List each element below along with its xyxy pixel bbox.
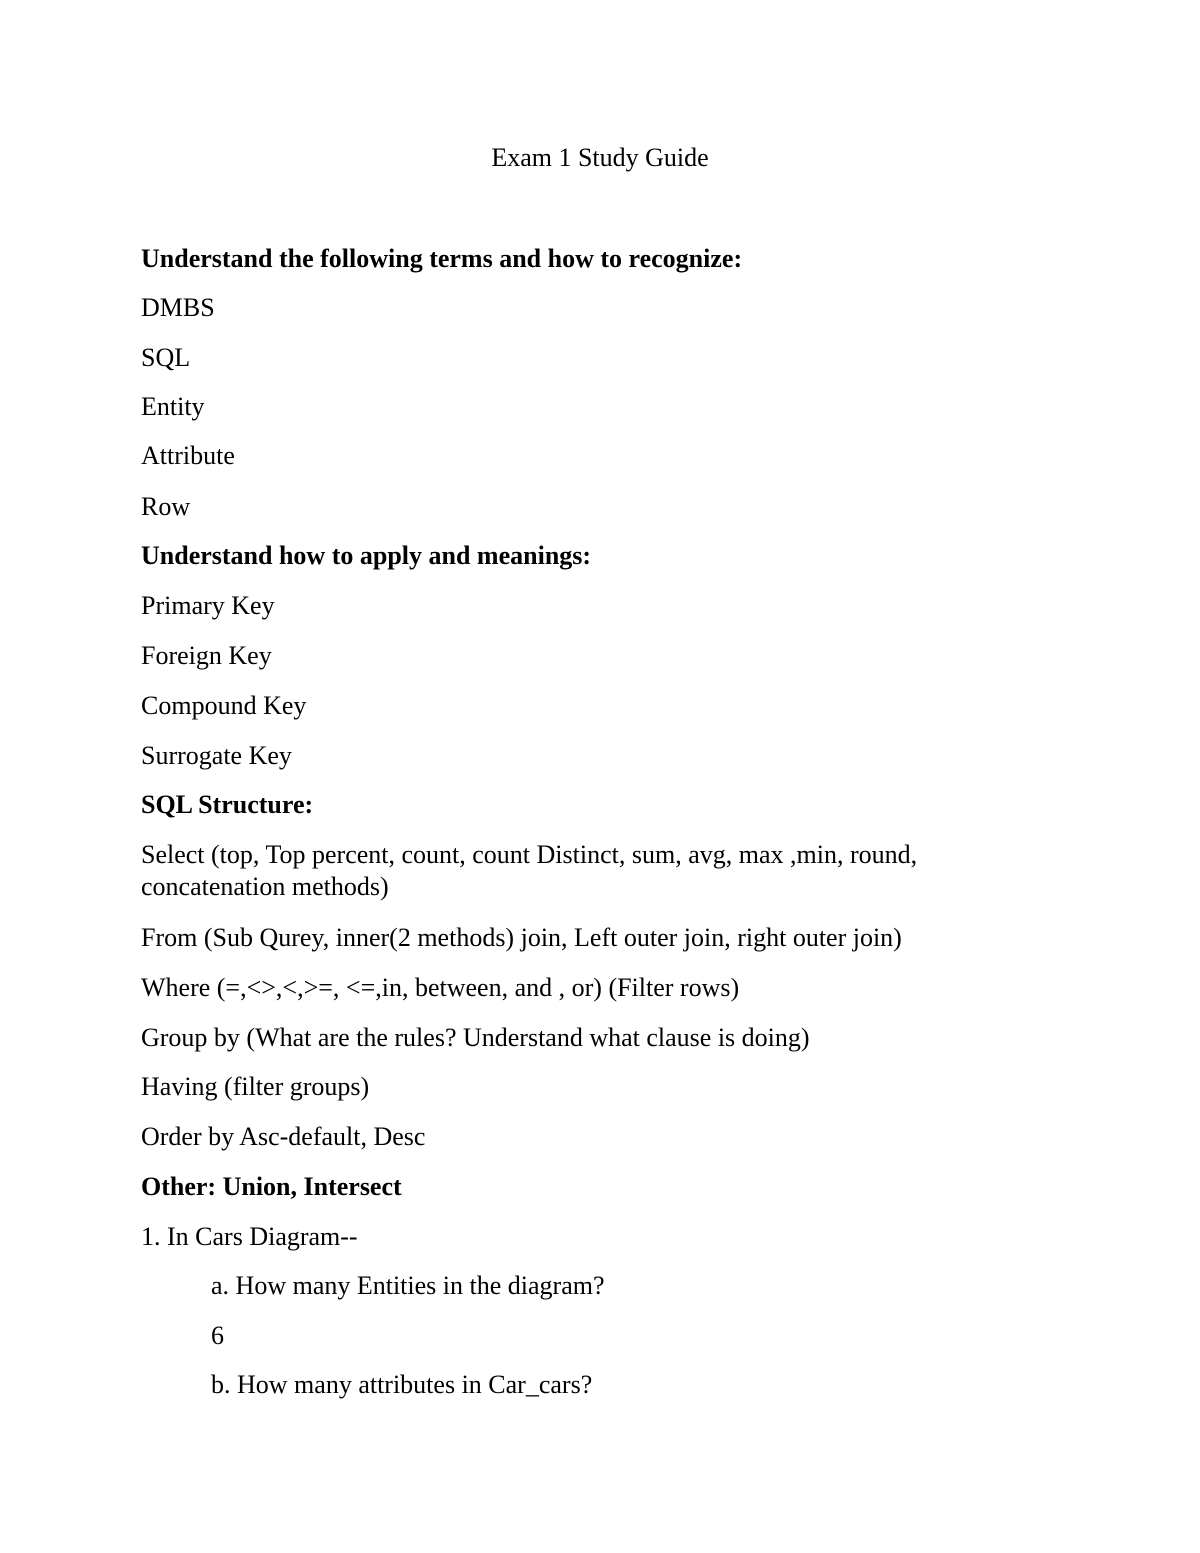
keys-heading: Understand how to apply and meanings: — [141, 541, 592, 570]
key-item: Primary Key — [141, 591, 275, 620]
question-1b: b. How many attributes in Car_cars? — [211, 1370, 593, 1399]
question-1a: a. How many Entities in the diagram? — [211, 1271, 605, 1300]
key-item: Compound Key — [141, 691, 307, 720]
term-item: Attribute — [141, 441, 235, 470]
sql-heading: SQL Structure: — [141, 790, 314, 819]
key-item: Surrogate Key — [141, 741, 292, 770]
term-item: DMBS — [141, 293, 215, 322]
sql-having-item: Having (filter groups) — [141, 1072, 370, 1101]
sql-groupby-item: Group by (What are the rules? Understand what clause is doing) — [141, 1023, 810, 1052]
document-title: Exam 1 Study Guide — [491, 143, 709, 172]
key-item: Foreign Key — [141, 641, 272, 670]
sql-where-item: Where (=,<>,<,>=, <=,in, between, and , or) (Filter rows) — [141, 973, 740, 1002]
answer-1a: 6 — [211, 1321, 224, 1350]
question-1-label: 1. In Cars Diagram-- — [141, 1222, 358, 1251]
terms-heading: Understand the following terms and how to recognize: — [141, 244, 743, 273]
sql-orderby-item: Order by Asc-default, Desc — [141, 1122, 426, 1151]
other-heading: Other: Union, Intersect — [141, 1172, 402, 1201]
term-item: SQL — [141, 343, 191, 372]
sql-select-item: Select (top, Top percent, count, count Distinct, sum, avg, max ,min, round, concatenation methods) — [141, 840, 918, 901]
sql-from-item: From (Sub Qurey, inner(2 methods) join, Left outer join, right outer join) — [141, 923, 902, 952]
term-item: Entity — [141, 392, 205, 421]
term-item: Row — [141, 492, 191, 521]
